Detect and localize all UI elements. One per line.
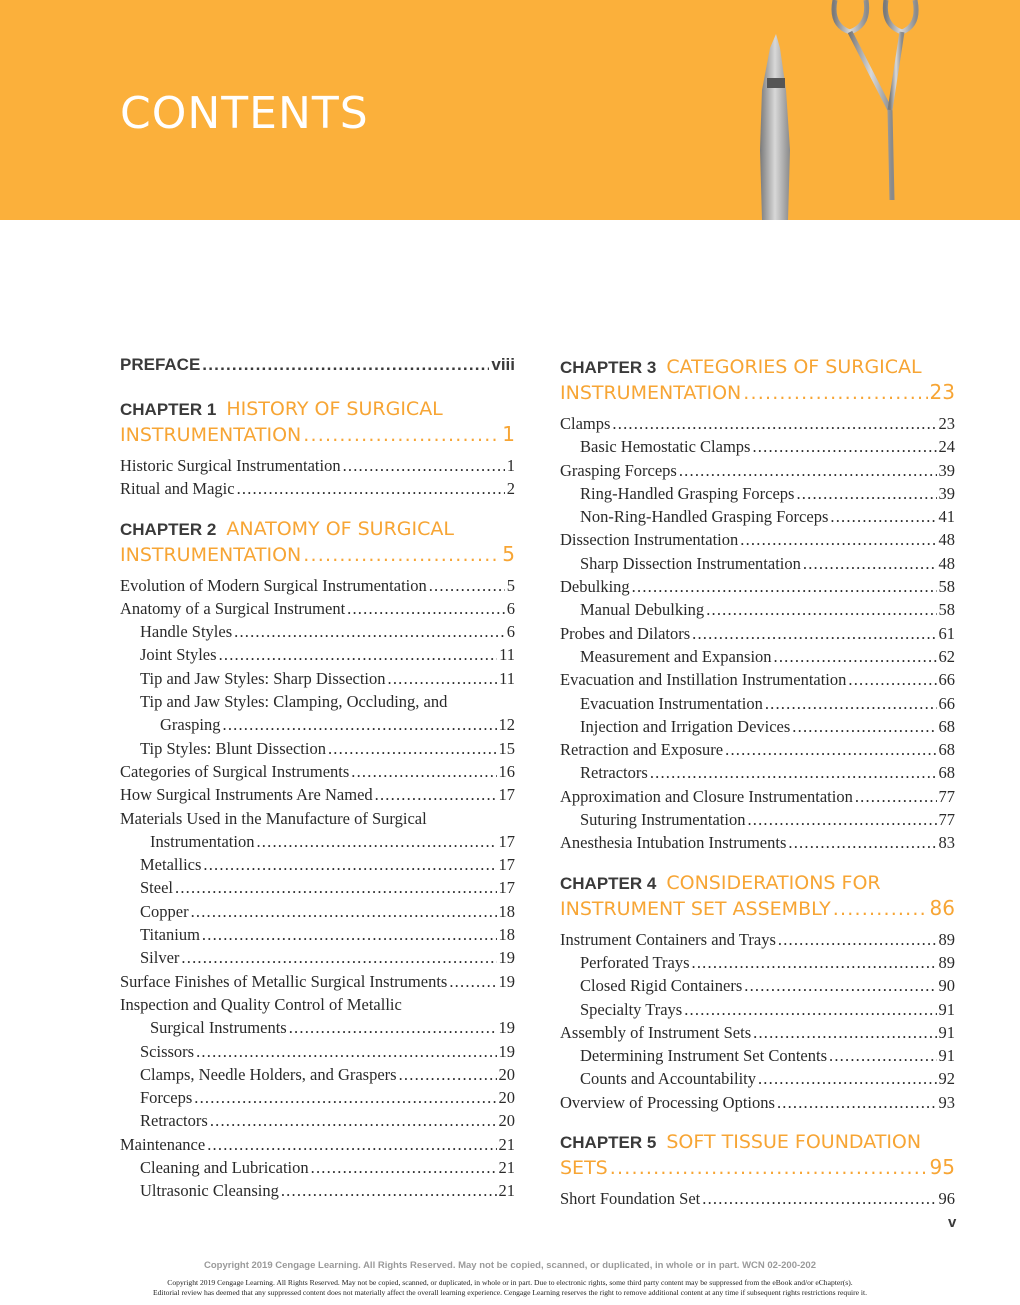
toc-entry[interactable]: Anesthesia Intubation Instruments ..... 83: [560, 831, 955, 854]
header-banner: [0, 0, 1020, 220]
toc-entry[interactable]: Retraction and Exposure ..... 68: [560, 738, 955, 761]
surgical-instruments-illustration: [740, 0, 980, 220]
chapter-heading[interactable]: SETS ..... 95: [560, 1155, 955, 1181]
chapter-2: [120, 517, 515, 568]
toc-entry-continued[interactable]: Instrumentation ..... 17: [120, 830, 515, 853]
chapter-heading[interactable]: CHAPTER 4 CONSIDERATIONS FOR: [560, 871, 881, 894]
page-number: v: [948, 1214, 957, 1231]
toc-entry[interactable]: Categories of Surgical Instruments ..... 16: [120, 760, 515, 783]
toc-subentry-continued[interactable]: Grasping ..... 12: [120, 713, 515, 736]
toc-subentry[interactable]: Copper ..... 18: [120, 900, 515, 923]
toc-entry[interactable]: Short Foundation Set ..... 96: [560, 1187, 955, 1210]
toc-subentry[interactable]: Ultrasonic Cleansing ..... 21: [120, 1179, 515, 1202]
toc-entry[interactable]: Maintenance ..... 21: [120, 1133, 515, 1156]
toc-entry[interactable]: Historic Surgical Instrumentation ..... 1: [120, 454, 515, 477]
toc-subentry[interactable]: Handle Styles ..... 6: [120, 620, 515, 643]
toc-left-column: [120, 355, 515, 1203]
page-title: CONTENTS: [120, 88, 369, 139]
chapter-heading[interactable]: CHAPTER 5 SOFT TISSUE FOUNDATION: [560, 1131, 922, 1154]
chapter-heading[interactable]: INSTRUMENTATION ..... 5: [120, 542, 515, 568]
chapter-1: [120, 397, 515, 448]
chapter-heading[interactable]: CHAPTER 2 ANATOMY OF SURGICAL: [120, 517, 454, 540]
toc-subentry[interactable]: Perforated Trays ..... 89: [560, 951, 955, 974]
toc-entry-continued[interactable]: Surgical Instruments ..... 19: [120, 1016, 515, 1039]
toc-subentry[interactable]: Non-Ring-Handled Grasping Forceps ..... 41: [560, 505, 955, 528]
toc-entry[interactable]: Evolution of Modern Surgical Instrumentation ..... 5: [120, 574, 515, 597]
toc-subentry[interactable]: Counts and Accountability ..... 92: [560, 1067, 955, 1090]
toc-entry[interactable]: Ritual and Magic ..... 2: [120, 477, 515, 500]
toc-subentry[interactable]: Ring-Handled Grasping Forceps ..... 39: [560, 482, 955, 505]
toc-subentry[interactable]: Suturing Instrumentation ..... 77: [560, 808, 955, 831]
toc-entry[interactable]: Dissection Instrumentation ..... 48: [560, 528, 955, 551]
toc-entry[interactable]: Overview of Processing Options ..... 93: [560, 1091, 955, 1114]
scalpel-icon: [760, 34, 790, 220]
toc-entry[interactable]: Inspection and Quality Control of Metallic: [120, 994, 402, 1014]
toc-subentry[interactable]: Silver ..... 19: [120, 946, 515, 969]
toc-preface[interactable]: PREFACE ..... viii: [120, 355, 515, 379]
toc-subentry[interactable]: Tip and Jaw Styles: Clamping, Occluding, and: [140, 692, 448, 712]
toc-subentry[interactable]: Specialty Trays ..... 91: [560, 998, 955, 1021]
toc-subentry[interactable]: Retractors ..... 20: [120, 1109, 515, 1132]
toc-subentry[interactable]: Cleaning and Lubrication ..... 21: [120, 1156, 515, 1179]
toc-subentry[interactable]: Tip Styles: Blunt Dissection ..... 15: [120, 737, 515, 760]
toc-entry[interactable]: Approximation and Closure Instrumentation ..... 77: [560, 785, 955, 808]
toc-subentry[interactable]: Metallics ..... 17: [120, 853, 515, 876]
toc-right-column: [560, 355, 955, 1210]
chapter-heading[interactable]: INSTRUMENTATION ..... 1: [120, 422, 515, 448]
toc-entry[interactable]: Assembly of Instrument Sets ..... 91: [560, 1021, 955, 1044]
toc-entry[interactable]: Anatomy of a Surgical Instrument ..... 6: [120, 597, 515, 620]
toc-entry[interactable]: Surface Finishes of Metallic Surgical Instruments ..... 19: [120, 970, 515, 993]
toc-subentry[interactable]: Forceps ..... 20: [120, 1086, 515, 1109]
toc-entry[interactable]: Materials Used in the Manufacture of Surgical: [120, 808, 427, 828]
chapter-5: [560, 1130, 955, 1181]
toc-subentry[interactable]: Measurement and Expansion ..... 62: [560, 645, 955, 668]
rights-notice-line: Editorial review has deemed that any suppressed content does not materially affect the overall learning experience. Cengage Learning reserves the right to remove additional content at any time if subsequent rights restrictions require it.: [152, 1288, 868, 1297]
toc-subentry[interactable]: Retractors ..... 68: [560, 761, 955, 784]
copyright-notice: Copyright 2019 Cengage Learning. All Rights Reserved. May not be copied, scanned, or duplicated, in whole or in part. WCN 02-200-202: [204, 1260, 816, 1271]
chapter-heading[interactable]: INSTRUMENTATION ..... 23: [560, 380, 955, 406]
toc-entry[interactable]: Grasping Forceps ..... 39: [560, 459, 955, 482]
toc-subentry[interactable]: Basic Hemostatic Clamps ..... 24: [560, 435, 955, 458]
chapter-heading[interactable]: INSTRUMENT SET ASSEMBLY ..... 86: [560, 896, 955, 922]
hemostat-icon: [834, 0, 916, 200]
toc-subentry[interactable]: Determining Instrument Set Contents ..... 91: [560, 1044, 955, 1067]
toc-entry[interactable]: Instrument Containers and Trays ..... 89: [560, 928, 955, 951]
chapter-heading[interactable]: CHAPTER 1 HISTORY OF SURGICAL: [120, 398, 443, 420]
toc-subentry[interactable]: Closed Rigid Containers ..... 90: [560, 974, 955, 997]
toc-entry[interactable]: Evacuation and Instillation Instrumentation ..... 66: [560, 668, 955, 691]
toc-entry[interactable]: Clamps ..... 23: [560, 412, 955, 435]
toc-subentry[interactable]: Joint Styles ..... 11: [120, 643, 515, 666]
toc-subentry[interactable]: Sharp Dissection Instrumentation ..... 48: [560, 552, 955, 575]
toc-entry[interactable]: Debulking ..... 58: [560, 575, 955, 598]
chapter-3: [560, 355, 955, 406]
toc-entry[interactable]: How Surgical Instruments Are Named ..... 17: [120, 783, 515, 806]
toc-subentry[interactable]: Tip and Jaw Styles: Sharp Dissection ..... 11: [120, 667, 515, 690]
rights-notice-line: Copyright 2019 Cengage Learning. All Rights Reserved. May not be copied, scanned, or duplicated, in whole or in part. Due to electronic rights, some third party content may be suppressed from the eBook and/or eChapter(s).: [167, 1278, 853, 1287]
toc-subentry[interactable]: Steel ..... 17: [120, 876, 515, 899]
chapter-heading[interactable]: CHAPTER 3 CATEGORIES OF SURGICAL: [560, 356, 922, 378]
toc-subentry[interactable]: Manual Debulking ..... 58: [560, 598, 955, 621]
toc-subentry[interactable]: Evacuation Instrumentation ..... 66: [560, 692, 955, 715]
toc-subentry[interactable]: Titanium ..... 18: [120, 923, 515, 946]
rights-notice: [0, 1278, 1020, 1298]
toc-subentry[interactable]: Clamps, Needle Holders, and Graspers ..... 20: [120, 1063, 515, 1086]
toc-subentry[interactable]: Injection and Irrigation Devices ..... 68: [560, 715, 955, 738]
chapter-4: [560, 871, 955, 922]
toc-subentry[interactable]: Scissors ..... 19: [120, 1040, 515, 1063]
toc-entry[interactable]: Probes and Dilators ..... 61: [560, 622, 955, 645]
